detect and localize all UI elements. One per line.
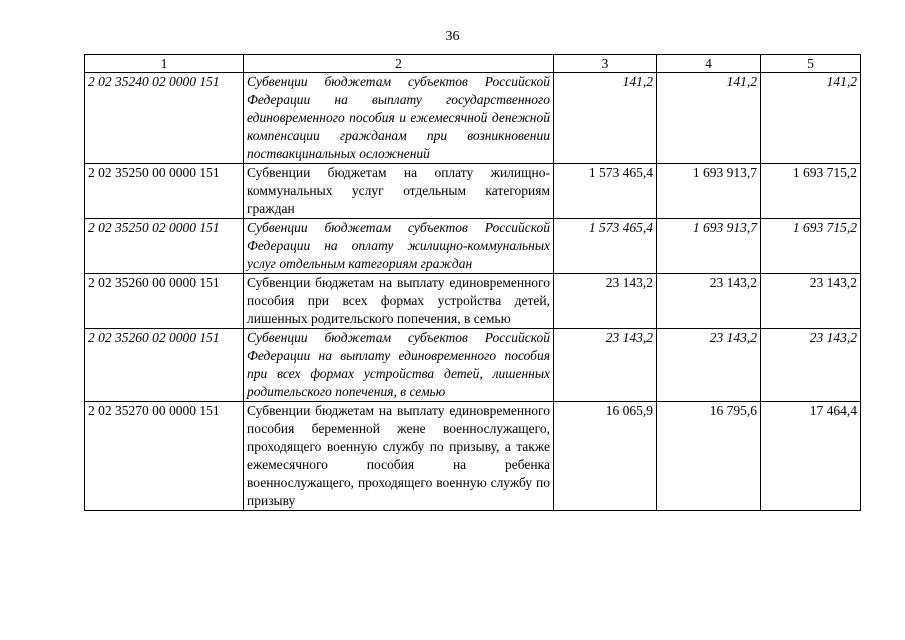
row-description: Субвенции бюджетам субъектов Российской Федерации на выплату единовременного пособия при всех формах устройства детей, лишенных родительского попечения, в семью (244, 329, 554, 402)
budget-code: 2 02 35250 00 0000 151 (85, 164, 244, 219)
table-row (85, 219, 861, 274)
budget-code: 2 02 35270 00 0000 151 (85, 402, 244, 511)
value-col-3: 23 143,2 (554, 329, 657, 402)
value-col-3: 1 573 465,4 (554, 164, 657, 219)
value-col-4: 23 143,2 (657, 274, 761, 329)
budget-code: 2 02 35240 02 0000 151 (85, 73, 244, 164)
value-col-4: 1 693 913,7 (657, 164, 761, 219)
budget-code: 2 02 35250 02 0000 151 (85, 219, 244, 274)
row-description: Субвенции бюджетам на выплату единовременного пособия при всех формах устройства детей, лишенных родительского попечения, в семью (244, 274, 554, 329)
row-description: Субвенции бюджетам на выплату единовременного пособия беременной жене военнослужащего, проходящего военную службу по призыву, а также ежемесячного пособия на ребенка военнослужащего, проходящего военную службу по призыву (244, 402, 554, 511)
page-number: 36 (445, 29, 460, 44)
table-row (85, 329, 861, 402)
value-col-5: 1 693 715,2 (761, 164, 861, 219)
table-row (85, 73, 861, 164)
row-description: Субвенции бюджетам субъектов Российской Федерации на оплату жилищно-коммунальных услуг отдельным категориям граждан (244, 219, 554, 274)
table-row (85, 164, 861, 219)
value-col-4: 141,2 (657, 73, 761, 164)
budget-code: 2 02 35260 00 0000 151 (85, 274, 244, 329)
header-col-4: 4 (657, 55, 761, 73)
header-col-1: 1 (85, 55, 244, 73)
value-col-4: 1 693 913,7 (657, 219, 761, 274)
value-col-3: 1 573 465,4 (554, 219, 657, 274)
value-col-5: 141,2 (761, 73, 861, 164)
value-col-5: 1 693 715,2 (761, 219, 861, 274)
header-col-5: 5 (761, 55, 861, 73)
table-row (85, 402, 861, 511)
table-row (85, 274, 861, 329)
budget-table (84, 54, 861, 511)
value-col-4: 16 795,6 (657, 402, 761, 511)
header-col-2: 2 (244, 55, 554, 73)
row-description: Субвенции бюджетам на оплату жилищно-коммунальных услуг отдельным категориям граждан (244, 164, 554, 219)
header-col-3: 3 (554, 55, 657, 73)
budget-code: 2 02 35260 02 0000 151 (85, 329, 244, 402)
row-description: Субвенции бюджетам субъектов Российской Федерации на выплату государственного единовременного пособия и ежемесячной денежной компенсации гражданам при возникновении поствакцинальных осложнений (244, 73, 554, 164)
value-col-5: 23 143,2 (761, 329, 861, 402)
header-row (85, 55, 861, 73)
value-col-3: 16 065,9 (554, 402, 657, 511)
value-col-4: 23 143,2 (657, 329, 761, 402)
value-col-3: 141,2 (554, 73, 657, 164)
value-col-5: 17 464,4 (761, 402, 861, 511)
value-col-3: 23 143,2 (554, 274, 657, 329)
value-col-5: 23 143,2 (761, 274, 861, 329)
